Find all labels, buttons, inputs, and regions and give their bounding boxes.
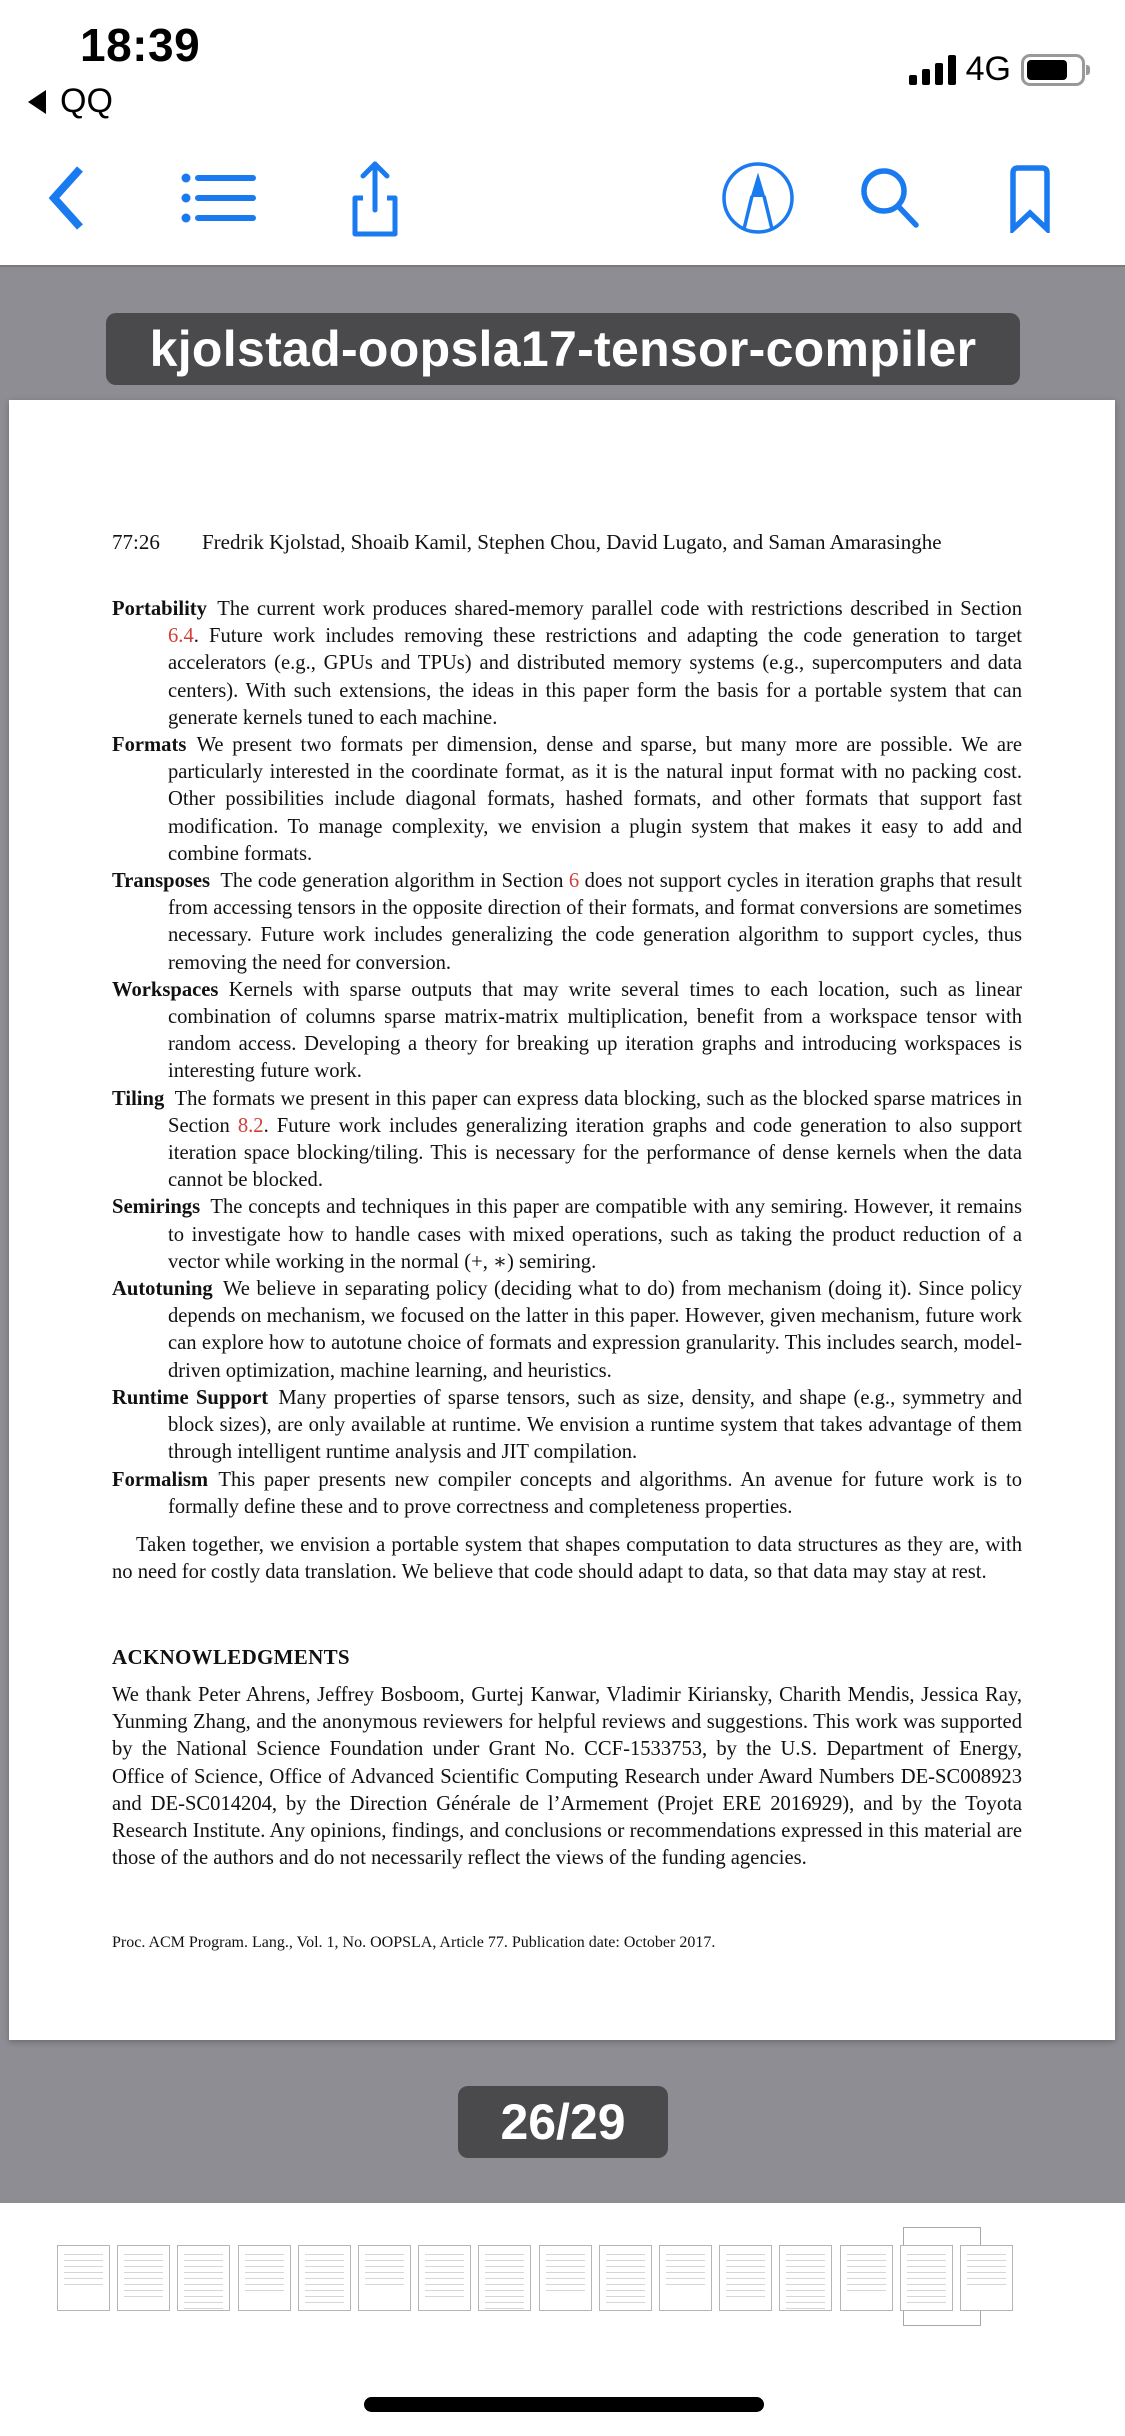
- page-thumbnail[interactable]: [418, 2245, 471, 2311]
- future-work-item: Formalism This paper presents new compiler concepts and algorithms. An avenue for future work is to formally define these and to prove correctness and completeness properties.: [112, 1468, 1022, 1518]
- share-button[interactable]: [330, 150, 420, 246]
- item-term: Transposes: [112, 870, 211, 893]
- running-head: [112, 530, 1022, 555]
- item-term: Runtime Support: [112, 1386, 269, 1409]
- item-term: Autotuning: [112, 1278, 213, 1301]
- page-thumbnail[interactable]: [779, 2245, 832, 2311]
- page-thumbnail[interactable]: [900, 2245, 953, 2311]
- future-work-list: [112, 596, 1022, 1521]
- page-indicator: 26/29: [458, 2086, 668, 2158]
- item-term: Formalism: [112, 1468, 209, 1491]
- search-icon: [856, 163, 926, 233]
- closing-paragraph: Taken together, we envision a portable system that shapes computation to data structures as they are, with no need for costly data translation. We believe that code should adapt to data, so that data may stay at rest.: [112, 1534, 1022, 1584]
- page-footer: Proc. ACM Program. Lang., Vol. 1, No. OOPSLA, Article 77. Publication date: October 2017.: [112, 1934, 716, 1951]
- share-icon: [345, 158, 405, 238]
- document-viewer[interactable]: [0, 265, 1125, 2203]
- page-thumbnail[interactable]: [599, 2245, 652, 2311]
- network-type: 4G: [965, 50, 1011, 88]
- back-button[interactable]: [22, 150, 112, 246]
- cellular-signal-icon: [909, 55, 956, 85]
- page-thumbnail[interactable]: [478, 2245, 531, 2311]
- item-term: Semirings: [112, 1196, 201, 1219]
- page-thumbnail[interactable]: [298, 2245, 351, 2311]
- page-thumbnail[interactable]: [539, 2245, 592, 2311]
- authors: Fredrik Kjolstad, Shoaib Kamil, Stephen Chou, David Lugato, and Saman Amarasinghe: [202, 530, 942, 554]
- page-thumbnail[interactable]: [57, 2245, 110, 2311]
- chevron-left-icon: [42, 163, 92, 233]
- item-term: Tiling: [112, 1087, 165, 1110]
- item-term: Workspaces: [112, 978, 219, 1001]
- reader-toolbar: [0, 150, 1125, 250]
- page-thumbnail[interactable]: [960, 2245, 1013, 2311]
- battery-icon: [1021, 54, 1085, 86]
- page-thumbnail[interactable]: [719, 2245, 772, 2311]
- section-reference-link[interactable]: 8.2: [237, 1114, 264, 1137]
- status-indicators: [909, 50, 1085, 89]
- markup-pen-icon: [718, 158, 798, 238]
- future-work-item: Transposes The code generation algorithm in Section 6 does not support cycles in iteration graphs that result from accessing tensors in the opposite direction of their formats, and format conversions are sometimes necessary. Future work includes generalizing the code generation algorithm to support cycles, thus removing the need for conversion.: [112, 870, 1022, 974]
- page-thumbnail[interactable]: [358, 2245, 411, 2311]
- back-app-label: QQ: [60, 82, 113, 120]
- page-thumbnail[interactable]: [659, 2245, 712, 2311]
- page-thumbnail[interactable]: [238, 2245, 291, 2311]
- pdf-page[interactable]: [9, 400, 1115, 2040]
- status-time: 18:39: [80, 19, 201, 71]
- search-button[interactable]: [846, 150, 936, 246]
- table-of-contents-button[interactable]: [173, 150, 263, 246]
- document-title: kjolstad-oopsla17-tensor-compiler: [106, 313, 1020, 385]
- item-term: Formats: [112, 734, 187, 757]
- future-work-item: Formats We present two formats per dimension, dense and sparse, but many more are possible. We are particularly interested in the coordinate format, as it is the natural input format with no packing cost. Other possibilities include diagonal formats, hashed formats, and other formats that support fast modification. To manage complexity, we envision a plugin system that makes it easy to add and combine formats.: [112, 734, 1022, 865]
- future-work-item: Runtime Support Many properties of sparse tensors, such as size, density, and shape (e.g., symmetry and block sizes), are only available at runtime. We envision a runtime system that takes advantage of them through intelligent runtime analysis and JIT compilation.: [112, 1386, 1022, 1464]
- back-triangle-icon: [28, 90, 46, 114]
- markup-button[interactable]: [713, 150, 803, 246]
- section-reference-link[interactable]: 6: [568, 870, 580, 893]
- bookmark-button[interactable]: [985, 150, 1075, 246]
- item-term: Portability: [112, 598, 207, 620]
- bookmark-icon: [1005, 163, 1055, 233]
- future-work-item: Workspaces Kernels with sparse outputs that may write several times to each location, such as linear combination of columns sparse matrix-matrix multiplication, benefit from a workspace tensor with random access. Developing a theory for breaking up iteration graphs and introducing workspaces is interesting future work.: [112, 978, 1022, 1083]
- page-number: 77:26: [112, 530, 160, 554]
- future-work-item: Semirings The concepts and techniques in this paper are compatible with any semiring. However, it remains to investigate how to handle cases with mixed operations, such as taking the product reduction of a vector while working in the normal (+, ∗) semiring.: [112, 1196, 1022, 1273]
- page-thumbnail-strip[interactable]: [0, 2203, 1125, 2343]
- page-thumbnail[interactable]: [840, 2245, 893, 2311]
- future-work-item: Autotuning We believe in separating policy (deciding what to do) from mechanism (doing it). Since policy depends on mechanism, we focused on the latter in this paper. However, given mechanism, future work can explore how to autotune choice of formats and expression granularity. This includes search, model-driven optimization, machine learning, and heuristics.: [112, 1278, 1022, 1382]
- home-indicator[interactable]: [364, 2397, 764, 2412]
- back-to-app-button[interactable]: [28, 82, 113, 121]
- page-thumbnail[interactable]: [177, 2245, 230, 2311]
- future-work-item: Tiling The formats we present in this paper can express data blocking, such as the blocked sparse matrices in Section 8.2. Future work includes generalizing iteration graphs and code generation to also support iteration space blocking/tiling. This is necessary for the performance of dense kernels when the data cannot be blocked.: [112, 1087, 1023, 1192]
- future-work-item: Portability The current work produces shared-memory parallel code with restrictions described in Section 6.4. Future work includes removing these restrictions and adapting the code generation to target accelerators (e.g., GPUs and TPUs) and distributed memory systems (e.g., supercomputers and data centers). With such extensions, the ideas in this paper form the basis for a portable system that can generate kernels tuned to each machine.: [112, 598, 1022, 729]
- list-icon: [178, 168, 258, 228]
- section-reference-link[interactable]: 6.4: [168, 625, 194, 648]
- acknowledgments-text: We thank Peter Ahrens, Jeffrey Bosboom, Gurtej Kanwar, Vladimir Kiriansky, Charith Mendis, Jessica Ray, Yunming Zhang, and the anonymous reviewers for helpful reviews and suggestions. This work was supported by the National Science Foundation under Grant No. CCF-1533753, by the U.S. Department of Energy, Office of Science, Office of Advanced Scientific Computing Research under Award Numbers DE-SC008923 and DE-SC014204, by the Direction Générale de l’Armement (Projet ERE 2016929), and by the Toyota Research Institute. Any opinions, findings, and conclusions or recommendations expressed in this material are those of the authors and do not necessarily reflect the views of the funding agencies.: [112, 1684, 1022, 1870]
- acknowledgments-heading: ACKNOWLEDGMENTS: [112, 1645, 350, 1669]
- page-thumbnail[interactable]: [117, 2245, 170, 2311]
